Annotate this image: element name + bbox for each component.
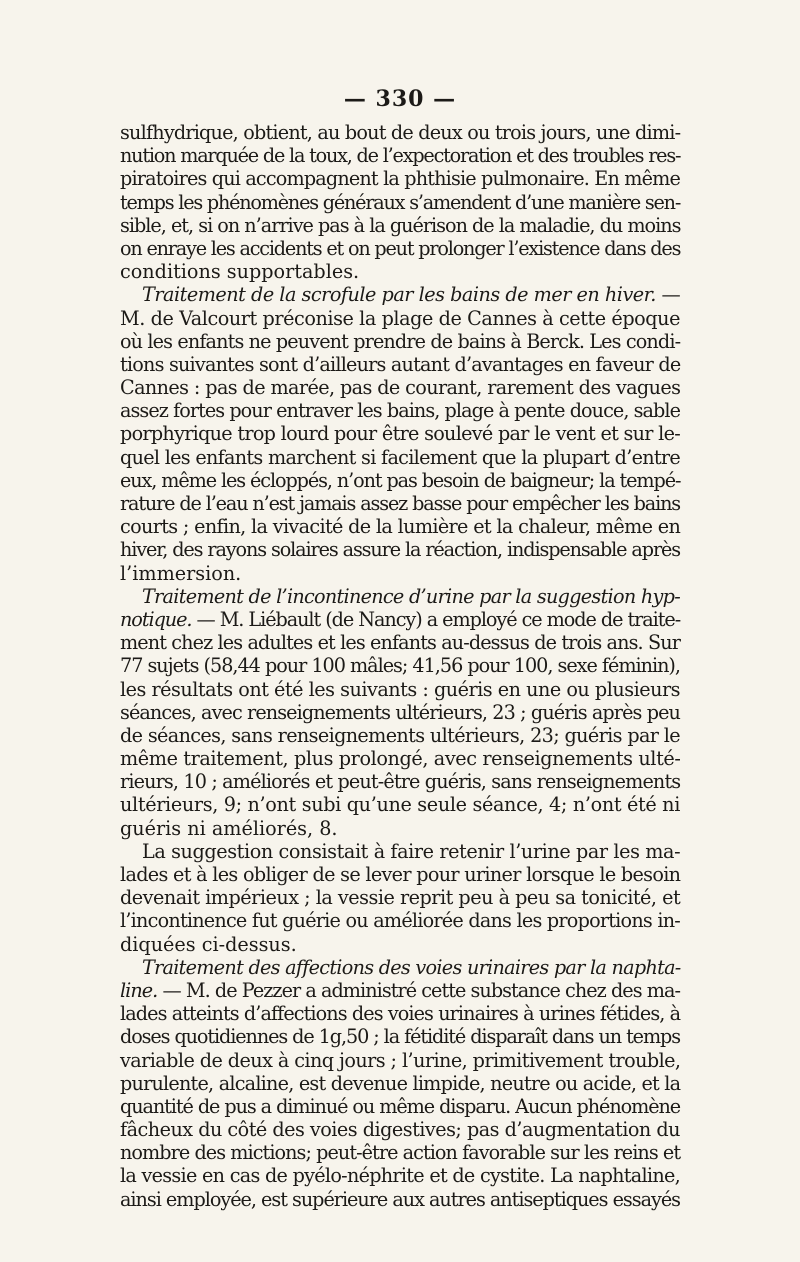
text-line	[120, 678, 680, 701]
text-line	[120, 562, 680, 585]
line-text: lades atteints d’affections des voies urinaires à urines fétides, à	[120, 1002, 681, 1026]
text-line	[120, 1141, 680, 1164]
text-line	[120, 1095, 680, 1118]
text-line	[120, 422, 680, 445]
line-text: de séances, sans renseignements ultérieurs, 23; guéris par le	[120, 723, 680, 747]
line-text: variable de deux à cinq jours ; l’urine, primitivement trouble,	[120, 1048, 681, 1072]
line-text: piratoires qui accompagnent la phthisie pulmonaire. En même	[120, 167, 681, 191]
line-text: rieurs, 10 ; améliorés et peut-être guéris, sans renseignements	[120, 770, 681, 794]
text-line	[120, 1072, 680, 1095]
text-line	[120, 191, 680, 214]
line-text: purulente, alcaline, est devenue limpide, neutre ou acide, et la	[120, 1071, 681, 1095]
text-line	[120, 840, 680, 863]
line-text: sulfhydrique, obtient, au bout de deux ou trois jours, une dimi-	[120, 121, 681, 144]
line-text: tions suivantes sont d’ailleurs autant d’avantages en faveur de	[120, 352, 681, 376]
text-line	[120, 909, 680, 932]
line-text: lades et à les obliger de se lever pour uriner lorsque le besoin	[120, 863, 681, 886]
line-text: l’immersion.	[120, 561, 242, 585]
italic-heading: line.	[120, 978, 158, 1002]
text-line	[120, 399, 680, 422]
line-text: rature de l’eau n’est jamais assez basse pour empêcher les bains	[120, 492, 680, 515]
line-text: eux, même les écloppés, n’ont pas besoin de baigneur; la tempé-	[120, 468, 681, 492]
text-line	[120, 1049, 680, 1072]
line-text: l’incontinence fut guérie ou améliorée dans les proportions in-	[120, 909, 680, 933]
line-text: guéris ni améliorés, 8.	[120, 816, 338, 840]
text-line	[120, 608, 680, 631]
line-text: ultérieurs, 9; n’ont subi qu’une seule séance, 4; n’ont été ni	[120, 793, 680, 817]
line-text: ment chez les adultes et les enfants au-dessus de trois ans. Sur	[120, 631, 680, 655]
text-line	[120, 307, 680, 330]
text-line	[120, 1164, 680, 1187]
line-text: diquées ci-dessus.	[120, 932, 297, 956]
text-line	[120, 469, 680, 492]
text-line	[120, 770, 680, 793]
line-text: hiver, des rayons solaires assure la réaction, indispensable après	[120, 538, 680, 562]
text-line	[120, 330, 680, 353]
text-line	[120, 237, 680, 260]
line-text: Cannes : pas de marée, pas de courant, rarement des vagues	[120, 376, 681, 400]
italic-heading: Traitement de la scrofule par les bains de mer en hiver.	[142, 283, 656, 307]
line-text: 77 sujets (58,44 pour 100 mâles; 41,56 pour 100, sexe féminin),	[120, 654, 680, 678]
line-text: ainsi employée, est supérieure aux autres antiseptiques essayés	[120, 1187, 680, 1211]
line-text: La suggestion consistait à faire retenir l’urine par les ma-	[142, 839, 681, 863]
text-line	[120, 353, 680, 376]
text-line	[120, 121, 680, 144]
line-text: quel les enfants marchent si facilement que la plupart d’entre	[120, 445, 680, 469]
line-text: temps les phénomènes généraux s’amendent d’une manière sen-	[120, 190, 681, 214]
line-text: —	[655, 283, 681, 307]
italic-heading: Traitement de l’incontinence d’urine par la suggestion hyp-	[142, 584, 680, 608]
line-text: porphyrique trop lourd pour être soulevé par le vent et sur le-	[120, 422, 680, 446]
line-text: quantité de pus a diminué ou même disparu. Aucun phénomène	[120, 1094, 681, 1118]
text-line	[120, 538, 680, 561]
line-text: assez fortes pour entraver les bains, plage à pente douce, sable	[120, 399, 681, 423]
text-line	[120, 956, 680, 979]
line-text: les résultats ont été les suivants : guéris en une ou plusieurs	[120, 677, 680, 701]
line-text: — M. de Pezzer a administré cette substance chez des ma-	[157, 978, 680, 1002]
line-text: sible, et, si on n’arrive pas à la guérison de la maladie, du moins	[120, 213, 681, 237]
line-text: courts ; enfin, la vivacité de la lumière et la chaleur, même en	[120, 515, 681, 539]
line-text: nombre des mictions; peut-être action favorable sur les reins et	[120, 1141, 681, 1165]
text-line	[120, 793, 680, 816]
text-line	[120, 376, 680, 399]
italic-heading: Traitement des affections des voies urinaires par la naphta-	[142, 955, 681, 979]
line-text: fâcheux du côté des voies digestives; pas d’augmentation du	[120, 1118, 680, 1142]
text-line	[120, 585, 680, 608]
text-line	[120, 1002, 680, 1025]
text-line	[120, 979, 680, 1002]
text-line	[120, 701, 680, 724]
line-text: devenait impérieux ; la vessie reprit peu à peu sa tonicité, et	[120, 886, 681, 910]
line-text: conditions supportables.	[120, 260, 360, 284]
text-line	[120, 724, 680, 747]
text-line	[120, 492, 680, 515]
text-line	[120, 933, 680, 956]
line-text: doses quotidiennes de 1g,50 ; la fétidité disparaît dans un temps	[120, 1025, 680, 1049]
page-body-text	[120, 121, 680, 1211]
italic-heading: notique.	[120, 607, 192, 631]
line-text: la vessie en cas de pyélo-néphrite et de cystite. La naphtaline,	[120, 1164, 680, 1188]
text-line	[120, 1118, 680, 1141]
text-line	[120, 747, 680, 770]
text-line	[120, 863, 680, 886]
text-line	[120, 654, 680, 677]
text-line	[120, 886, 680, 909]
line-text: — M. Liébault (de Nancy) a employé ce mode de traite-	[191, 607, 681, 631]
text-line	[120, 817, 680, 840]
line-text: où les enfants ne peuvent prendre de bains à Berck. Les condi-	[120, 329, 681, 353]
text-line	[120, 1025, 680, 1048]
text-line	[120, 144, 680, 167]
line-text: séances, avec renseignements ultérieurs, 23 ; guéris après peu	[120, 700, 680, 724]
text-line	[120, 283, 680, 306]
line-text: M. de Valcourt préconise la plage de Cannes à cette époque	[120, 306, 680, 330]
line-text: nution marquée de la toux, de l’expectoration et des troubles res-	[120, 144, 681, 168]
text-line	[120, 214, 680, 237]
text-line	[120, 515, 680, 538]
text-line	[120, 167, 680, 190]
text-line	[120, 260, 680, 283]
line-text: même traitement, plus prolongé, avec renseignements ulté-	[120, 747, 681, 771]
text-line	[120, 446, 680, 469]
text-line	[120, 1188, 680, 1211]
line-text: on enraye les accidents et on peut prolonger l’existence dans des	[120, 236, 681, 260]
page-number: — 330 —	[343, 86, 457, 112]
text-line	[120, 631, 680, 654]
